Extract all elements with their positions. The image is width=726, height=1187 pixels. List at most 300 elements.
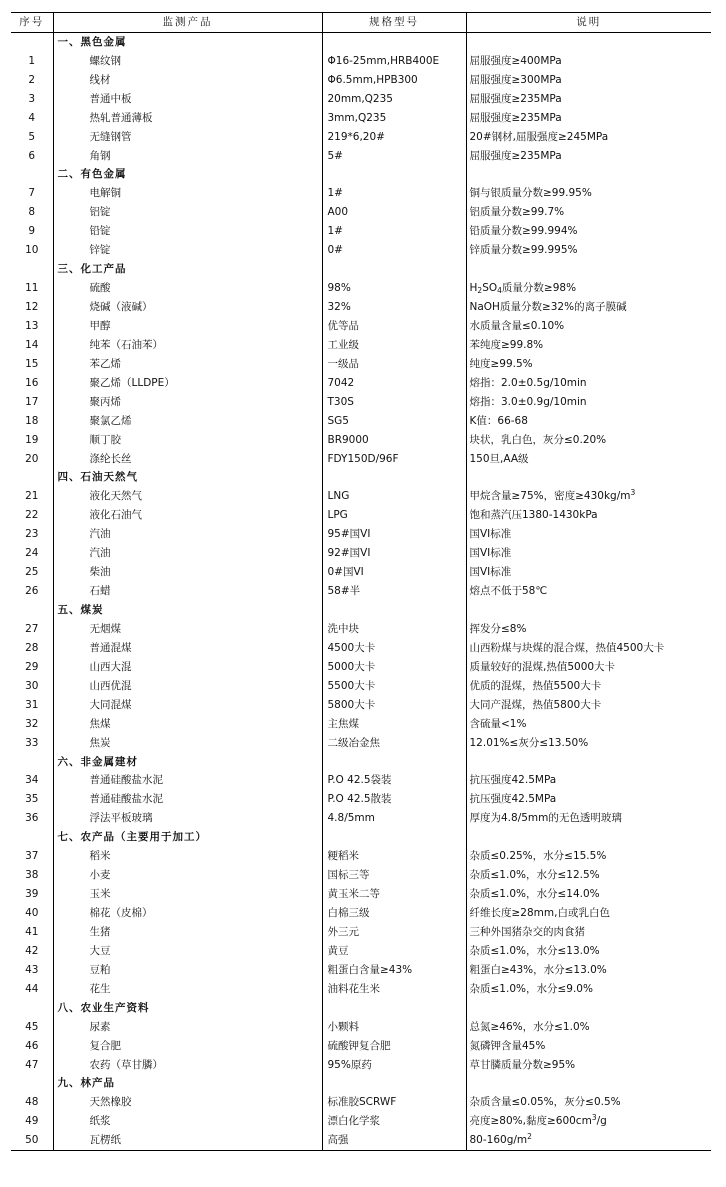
serial-number: 29 [11, 658, 53, 677]
product-spec: 95#国VI [322, 525, 466, 544]
product-spec: 高强 [322, 1131, 466, 1150]
table-row [11, 279, 711, 298]
table-row [11, 90, 711, 109]
product-spec: 标准胶SCRWF [322, 1093, 466, 1112]
product-name: 花生 [53, 980, 322, 999]
category-spec-cell [322, 828, 466, 847]
product-name: 豆粕 [53, 961, 322, 980]
header-product: 监测产品 [53, 13, 322, 33]
product-spec: 20mm,Q235 [322, 90, 466, 109]
table-row [11, 506, 711, 525]
product-description [466, 1112, 711, 1131]
serial-number: 3 [11, 90, 53, 109]
product-name: 线材 [53, 71, 322, 90]
table-row [11, 620, 711, 639]
serial-number: 15 [11, 355, 53, 374]
table-row [11, 487, 711, 506]
table-row [11, 1056, 711, 1075]
product-name: 聚乙烯（LLDPE） [53, 374, 322, 393]
category-title: 四、石油天然气 [53, 469, 322, 488]
product-name: 涤纶长丝 [53, 450, 322, 469]
category-desc-cell [466, 999, 711, 1018]
desc-superscript: 2 [527, 1132, 532, 1142]
product-name: 电解铜 [53, 184, 322, 203]
table-row [11, 431, 711, 450]
serial-number: 32 [11, 715, 53, 734]
product-description: 挥发分≤8% [469, 622, 527, 635]
table-row [11, 582, 711, 601]
desc-text: 亮度≥80%,黏度≥600cm [469, 1115, 592, 1128]
product-name: 普通中板 [53, 90, 322, 109]
serial-number: 28 [11, 639, 53, 658]
product-name: 烧碱（液碱） [53, 298, 322, 317]
product-spec: 一级品 [322, 355, 466, 374]
serial-number: 11 [11, 279, 53, 298]
product-description: 杂质≤1.0%，水分≤12.5% [469, 869, 600, 882]
table-row [11, 374, 711, 393]
product-spec: 3mm,Q235 [322, 109, 466, 128]
product-description: 杂质≤1.0%，水分≤14.0% [469, 888, 600, 901]
product-description: 大同产混煤，热值5800大卡 [469, 698, 602, 711]
serial-number: 49 [11, 1112, 53, 1131]
table-row [11, 317, 711, 336]
product-description: 块状，乳白色，灰分≤0.20% [469, 433, 607, 446]
category-spec-cell [322, 166, 466, 185]
product-name: 尿素 [53, 1018, 322, 1037]
category-serial-cell [11, 1075, 53, 1094]
category-spec-cell [322, 32, 466, 51]
product-description: 杂质≤1.0%，水分≤13.0% [469, 944, 600, 957]
serial-number: 40 [11, 904, 53, 923]
product-spec: 外三元 [322, 923, 466, 942]
product-name: 角钢 [53, 147, 322, 166]
product-description: 屈服强度≥235MPa [469, 149, 562, 162]
product-name: 液化天然气 [53, 487, 322, 506]
table-row [11, 1018, 711, 1037]
category-row [11, 469, 711, 488]
product-spec: 5500大卡 [322, 677, 466, 696]
product-description: 铜与银质量分数≥99.95% [469, 187, 592, 200]
category-title: 七、农产品（主要用于加工） [53, 828, 322, 847]
serial-number: 46 [11, 1037, 53, 1056]
table-body [11, 32, 711, 1150]
desc-text: SO [482, 282, 498, 295]
product-name: 普通混煤 [53, 639, 322, 658]
product-name: 锌锭 [53, 241, 322, 260]
product-name: 无缝钢管 [53, 128, 322, 147]
product-description: NaOH质量分数≥32%的离子膜碱 [469, 301, 627, 314]
product-name: 山西大混 [53, 658, 322, 677]
category-row [11, 166, 711, 185]
product-spec: 漂白化学浆 [322, 1112, 466, 1131]
product-monitoring-table [11, 12, 711, 1151]
product-name: 铝锭 [53, 203, 322, 222]
product-name: 玉米 [53, 885, 322, 904]
product-description: 纯度≥99.5% [469, 357, 533, 370]
category-serial-cell [11, 753, 53, 772]
product-spec: 黄豆 [322, 942, 466, 961]
product-name: 铅锭 [53, 222, 322, 241]
serial-number: 10 [11, 241, 53, 260]
product-description: 铅质量分数≥99.994% [469, 225, 578, 238]
table-row [11, 942, 711, 961]
product-spec: 硫酸钾复合肥 [322, 1037, 466, 1056]
category-spec-cell [322, 1075, 466, 1094]
serial-number: 19 [11, 431, 53, 450]
category-serial-cell [11, 999, 53, 1018]
table-row [11, 866, 711, 885]
product-spec: 洗中块 [322, 620, 466, 639]
serial-number: 41 [11, 923, 53, 942]
category-title: 九、林产品 [53, 1075, 322, 1094]
product-spec: 主焦煤 [322, 715, 466, 734]
serial-number: 9 [11, 222, 53, 241]
product-description: 总氮≥46%，水分≤1.0% [469, 1020, 590, 1033]
category-title: 五、煤炭 [53, 601, 322, 620]
product-description: 山西粉煤与块煤的混合煤，热值4500大卡 [469, 641, 665, 654]
serial-number: 13 [11, 317, 53, 336]
product-description: 抗压强度42.5MPa [469, 793, 557, 806]
category-desc-cell [466, 601, 711, 620]
product-description: 12.01%≤灰分≤13.50% [469, 736, 589, 749]
table-row [11, 1037, 711, 1056]
table-row [11, 790, 711, 809]
table-row [11, 961, 711, 980]
serial-number: 30 [11, 677, 53, 696]
product-description: 20#钢材,屈服强度≥245MPa [469, 130, 609, 143]
product-spec: 7042 [322, 374, 466, 393]
product-spec: 油料花生米 [322, 980, 466, 999]
product-description: 饱和蒸汽压1380-1430kPa [469, 509, 598, 522]
table-row [11, 355, 711, 374]
serial-number: 42 [11, 942, 53, 961]
product-spec: 0#国VI [322, 563, 466, 582]
product-description: 屈服强度≥300MPa [469, 73, 562, 86]
table-row [11, 147, 711, 166]
product-description: 抗压强度42.5MPa [469, 774, 557, 787]
product-description [466, 487, 711, 506]
category-title: 三、化工产品 [53, 260, 322, 279]
serial-number: 47 [11, 1056, 53, 1075]
product-description: 铝质量分数≥99.7% [469, 206, 565, 219]
table-row [11, 1112, 711, 1131]
category-desc-cell [466, 753, 711, 772]
product-name: 瓦楞纸 [53, 1131, 322, 1150]
product-name: 棉花（皮棉） [53, 904, 322, 923]
category-row [11, 32, 711, 51]
serial-number: 44 [11, 980, 53, 999]
category-row [11, 753, 711, 772]
category-serial-cell [11, 260, 53, 279]
desc-text: 质量分数≥98% [501, 282, 577, 295]
table-row [11, 847, 711, 866]
header-spec: 规格型号 [322, 13, 466, 33]
category-spec-cell [322, 999, 466, 1018]
table-row [11, 904, 711, 923]
serial-number: 26 [11, 582, 53, 601]
product-description: 屈服强度≥235MPa [469, 92, 562, 105]
product-spec: 32% [322, 298, 466, 317]
product-name: 山西优混 [53, 677, 322, 696]
product-description: 纤维长度≥28mm,白或乳白色 [469, 907, 610, 920]
product-spec: 小颗料 [322, 1018, 466, 1037]
product-spec: T30S [322, 393, 466, 412]
table-row [11, 128, 711, 147]
serial-number: 7 [11, 184, 53, 203]
category-title: 八、农业生产资料 [53, 999, 322, 1018]
table-row [11, 715, 711, 734]
product-name: 顺丁胶 [53, 431, 322, 450]
product-description: 国VI标准 [469, 528, 512, 541]
product-description: 熔指：3.0±0.9g/10min [469, 395, 587, 408]
table-row [11, 544, 711, 563]
product-name: 纸浆 [53, 1112, 322, 1131]
product-description: 粗蛋白≥43%，水分≤13.0% [469, 963, 607, 976]
product-description [466, 279, 711, 298]
product-description: 屈服强度≥400MPa [469, 54, 562, 67]
category-row [11, 260, 711, 279]
category-desc-cell [466, 1075, 711, 1094]
table-row [11, 1131, 711, 1150]
product-description: K值：66-68 [469, 414, 528, 427]
product-spec: BR9000 [322, 431, 466, 450]
product-name: 天然橡胶 [53, 1093, 322, 1112]
product-spec: 国标三等 [322, 866, 466, 885]
product-description: 熔指：2.0±0.5g/10min [469, 376, 587, 389]
product-spec: 5000大卡 [322, 658, 466, 677]
product-spec: 4500大卡 [322, 639, 466, 658]
desc-subscript: 2 [477, 286, 483, 296]
product-description: 氮磷钾含量45% [469, 1039, 546, 1052]
product-description: 苯纯度≥99.8% [469, 338, 544, 351]
serial-number: 45 [11, 1018, 53, 1037]
product-name: 聚丙烯 [53, 393, 322, 412]
serial-number: 48 [11, 1093, 53, 1112]
category-desc-cell [466, 260, 711, 279]
table-row [11, 450, 711, 469]
table-row [11, 393, 711, 412]
serial-number: 22 [11, 506, 53, 525]
serial-number: 5 [11, 128, 53, 147]
product-name: 汽油 [53, 544, 322, 563]
category-title: 一、黑色金属 [53, 32, 322, 51]
product-spec: Φ6.5mm,HPB300 [322, 71, 466, 90]
desc-text: 甲烷含量≥75%，密度≥430kg/m [469, 490, 631, 503]
serial-number: 24 [11, 544, 53, 563]
product-spec: P.O 42.5袋装 [322, 772, 466, 791]
product-name: 汽油 [53, 525, 322, 544]
serial-number: 34 [11, 772, 53, 791]
product-spec: SG5 [322, 412, 466, 431]
product-spec: 92#国VI [322, 544, 466, 563]
product-name: 稻米 [53, 847, 322, 866]
category-row [11, 601, 711, 620]
product-spec: 219*6,20# [322, 128, 466, 147]
category-desc-cell [466, 469, 711, 488]
product-description: 150旦,AA级 [469, 452, 529, 465]
product-spec: Φ16-25mm,HRB400E [322, 52, 466, 71]
category-serial-cell [11, 469, 53, 488]
category-spec-cell [322, 469, 466, 488]
product-description: 优质的混煤，热值5500大卡 [469, 679, 602, 692]
serial-number: 21 [11, 487, 53, 506]
serial-number: 43 [11, 961, 53, 980]
serial-number: 2 [11, 71, 53, 90]
product-spec: LNG [322, 487, 466, 506]
category-spec-cell [322, 753, 466, 772]
desc-superscript: 3 [591, 1113, 597, 1123]
product-spec: LPG [322, 506, 466, 525]
product-name: 甲醇 [53, 317, 322, 336]
table-row [11, 203, 711, 222]
desc-text: H [469, 282, 478, 295]
table-row [11, 658, 711, 677]
product-spec: 5800大卡 [322, 696, 466, 715]
product-description: 含硫量<1% [469, 717, 527, 730]
table-header-row [11, 13, 711, 33]
serial-number: 37 [11, 847, 53, 866]
category-row [11, 1075, 711, 1094]
product-description: 草甘膦质量分数≥95% [469, 1058, 576, 1071]
category-row [11, 828, 711, 847]
header-serial-number: 序号 [11, 13, 53, 33]
product-name: 普通硅酸盐水泥 [53, 790, 322, 809]
table-row [11, 772, 711, 791]
category-spec-cell [322, 260, 466, 279]
serial-number: 17 [11, 393, 53, 412]
product-description: 三种外国猪杂交的肉食猪 [469, 925, 585, 938]
product-spec: 工业级 [322, 336, 466, 355]
table-row [11, 184, 711, 203]
product-name: 焦炭 [53, 734, 322, 753]
product-name: 柴油 [53, 563, 322, 582]
category-serial-cell [11, 828, 53, 847]
table-row [11, 336, 711, 355]
product-spec: 5# [322, 147, 466, 166]
product-description: 国VI标准 [469, 547, 512, 560]
product-spec: 98% [322, 279, 466, 298]
desc-superscript: 3 [630, 488, 636, 498]
product-spec: 粗蛋白含量≥43% [322, 961, 466, 980]
product-spec: 二级冶金焦 [322, 734, 466, 753]
serial-number: 20 [11, 450, 53, 469]
serial-number: 6 [11, 147, 53, 166]
serial-number: 35 [11, 790, 53, 809]
desc-text: /g [596, 1115, 607, 1128]
product-spec: 58#半 [322, 582, 466, 601]
serial-number: 25 [11, 563, 53, 582]
table-row [11, 677, 711, 696]
product-spec: P.O 42.5散装 [322, 790, 466, 809]
category-title: 二、有色金属 [53, 166, 322, 185]
product-description: 熔点不低于58℃ [469, 585, 548, 598]
serial-number: 36 [11, 809, 53, 828]
table-row [11, 639, 711, 658]
product-spec: 优等品 [322, 317, 466, 336]
product-spec: 粳稻米 [322, 847, 466, 866]
category-desc-cell [466, 166, 711, 185]
table-row [11, 71, 711, 90]
table-row [11, 241, 711, 260]
product-description: 锌质量分数≥99.995% [469, 244, 578, 257]
product-name: 小麦 [53, 866, 322, 885]
table-row [11, 923, 711, 942]
product-description: 杂质含量≤0.05%，灰分≤0.5% [469, 1096, 621, 1109]
product-name: 苯乙烯 [53, 355, 322, 374]
table-row [11, 1093, 711, 1112]
product-name: 浮法平板玻璃 [53, 809, 322, 828]
table-row [11, 563, 711, 582]
product-spec: 1# [322, 184, 466, 203]
serial-number: 50 [11, 1131, 53, 1150]
category-desc-cell [466, 828, 711, 847]
product-description: 质量较好的混煤,热值5000大卡 [469, 660, 616, 673]
serial-number: 23 [11, 525, 53, 544]
product-name: 石蜡 [53, 582, 322, 601]
table-row [11, 734, 711, 753]
product-description: 杂质≤0.25%，水分≤15.5% [469, 850, 607, 863]
product-description: 国VI标准 [469, 566, 512, 579]
product-spec: 0# [322, 241, 466, 260]
product-description: 杂质≤1.0%，水分≤9.0% [469, 982, 593, 995]
product-name: 纯苯（石油苯） [53, 336, 322, 355]
table-row [11, 52, 711, 71]
product-description: 水质量含量≤0.10% [469, 319, 565, 332]
product-description: 厚度为4.8/5mm的无色透明玻璃 [469, 812, 622, 825]
desc-subscript: 4 [497, 286, 502, 296]
category-serial-cell [11, 166, 53, 185]
category-title: 六、非金属建材 [53, 753, 322, 772]
serial-number: 12 [11, 298, 53, 317]
product-name: 农药（草甘膦） [53, 1056, 322, 1075]
product-name: 普通硅酸盐水泥 [53, 772, 322, 791]
category-desc-cell [466, 32, 711, 51]
serial-number: 39 [11, 885, 53, 904]
product-name: 硫酸 [53, 279, 322, 298]
table-row [11, 222, 711, 241]
product-spec: 1# [322, 222, 466, 241]
table-row [11, 885, 711, 904]
table-row [11, 298, 711, 317]
table-row [11, 412, 711, 431]
table-row [11, 809, 711, 828]
category-serial-cell [11, 32, 53, 51]
serial-number: 14 [11, 336, 53, 355]
serial-number: 1 [11, 52, 53, 71]
product-name: 无烟煤 [53, 620, 322, 639]
product-description: 屈服强度≥235MPa [469, 111, 562, 124]
serial-number: 4 [11, 109, 53, 128]
table-row [11, 525, 711, 544]
category-spec-cell [322, 601, 466, 620]
product-spec: 4.8/5mm [322, 809, 466, 828]
product-name: 大同混煤 [53, 696, 322, 715]
product-spec: 白棉三级 [322, 904, 466, 923]
product-spec: FDY150D/96F [322, 450, 466, 469]
header-description: 说明 [466, 13, 711, 33]
product-description [466, 1131, 711, 1150]
category-row [11, 999, 711, 1018]
desc-text: 80-160g/m [469, 1134, 528, 1147]
product-name: 复合肥 [53, 1037, 322, 1056]
product-monitoring-table-container [11, 12, 711, 1151]
serial-number: 33 [11, 734, 53, 753]
serial-number: 8 [11, 203, 53, 222]
serial-number: 31 [11, 696, 53, 715]
product-name: 液化石油气 [53, 506, 322, 525]
product-name: 热轧普通薄板 [53, 109, 322, 128]
product-spec: 黄玉米二等 [322, 885, 466, 904]
